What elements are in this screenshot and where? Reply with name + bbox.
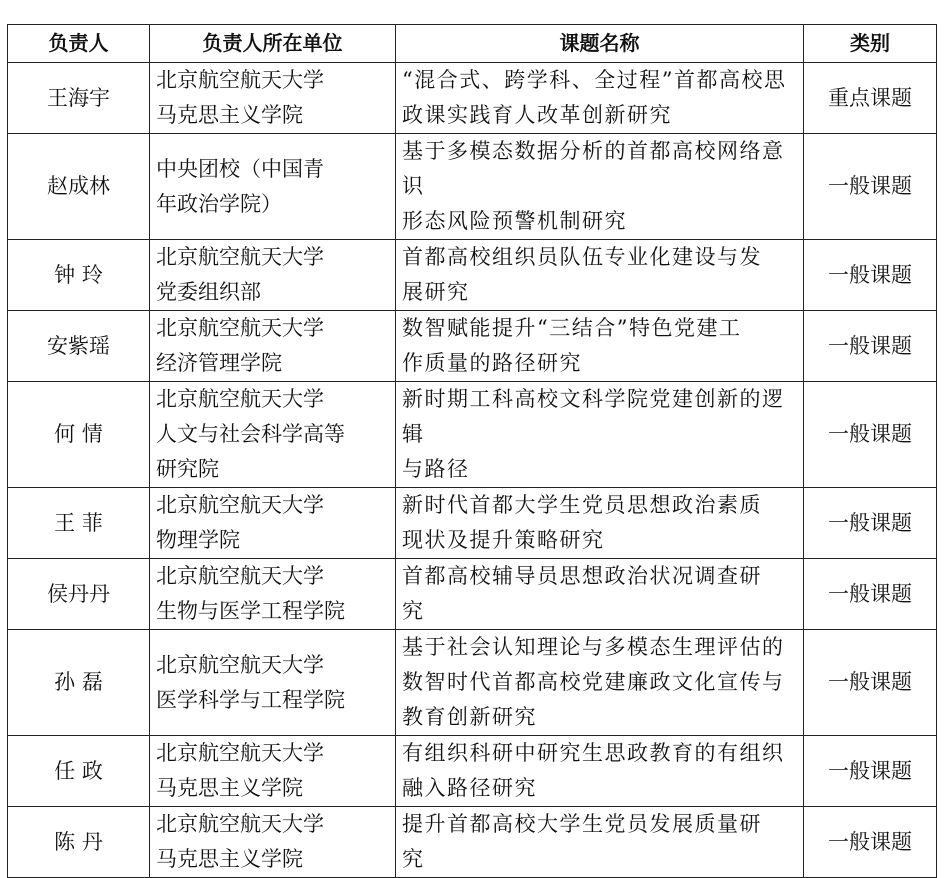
cell-title: “混合式、跨学科、全过程”首都高校思 政课实践育人改革创新研究 bbox=[396, 63, 804, 134]
table-row bbox=[8, 559, 937, 630]
cell-leader: 王海宇 bbox=[8, 63, 150, 134]
cell-leader: 孙 磊 bbox=[8, 630, 150, 736]
table-row bbox=[8, 311, 937, 382]
cell-leader: 陈 丹 bbox=[8, 807, 150, 878]
cell-type: 一般课题 bbox=[804, 736, 937, 807]
table-header-row bbox=[8, 25, 937, 63]
cell-unit: 北京航空航天大学 物理学院 bbox=[150, 488, 396, 559]
cell-unit: 北京航空航天大学 马克思主义学院 bbox=[150, 63, 396, 134]
cell-leader: 任 政 bbox=[8, 736, 150, 807]
cell-leader: 钟 玲 bbox=[8, 240, 150, 311]
cell-title: 首都高校组织员队伍专业化建设与发 展研究 bbox=[396, 240, 804, 311]
cell-unit: 北京航空航天大学 人文与社会科学高等 研究院 bbox=[150, 382, 396, 488]
header-title: 课题名称 bbox=[396, 25, 804, 63]
cell-title: 有组织科研中研究生思政教育的有组织 融入路径研究 bbox=[396, 736, 804, 807]
cell-title: 首都高校辅导员思想政治状况调查研 究 bbox=[396, 559, 804, 630]
cell-leader: 赵成林 bbox=[8, 134, 150, 240]
table-row bbox=[8, 630, 937, 736]
cell-unit: 北京航空航天大学 党委组织部 bbox=[150, 240, 396, 311]
cell-leader: 何 情 bbox=[8, 382, 150, 488]
cell-title: 基于社会认知理论与多模态生理评估的 数智时代首都高校党建廉政文化宣传与 教育创新研究 bbox=[396, 630, 804, 736]
cell-type: 一般课题 bbox=[804, 134, 937, 240]
table-row bbox=[8, 736, 937, 807]
table-row bbox=[8, 134, 937, 240]
table-row bbox=[8, 807, 937, 878]
table-row bbox=[8, 240, 937, 311]
cell-title: 新时期工科高校文科学院党建创新的逻辑 与路径 bbox=[396, 382, 804, 488]
cell-unit: 北京航空航天大学 马克思主义学院 bbox=[150, 807, 396, 878]
table-row bbox=[8, 382, 937, 488]
table-row bbox=[8, 488, 937, 559]
header-leader: 负责人 bbox=[8, 25, 150, 63]
cell-leader: 侯丹丹 bbox=[8, 559, 150, 630]
header-type: 类别 bbox=[804, 25, 937, 63]
cell-unit: 北京航空航天大学 生物与医学工程学院 bbox=[150, 559, 396, 630]
cell-title: 数智赋能提升“三结合”特色党建工 作质量的路径研究 bbox=[396, 311, 804, 382]
cell-leader: 王 菲 bbox=[8, 488, 150, 559]
cell-type: 一般课题 bbox=[804, 488, 937, 559]
cell-unit: 北京航空航天大学 马克思主义学院 bbox=[150, 736, 396, 807]
cell-type: 一般课题 bbox=[804, 559, 937, 630]
cell-unit: 中央团校（中国青 年政治学院） bbox=[150, 134, 396, 240]
projects-table bbox=[7, 24, 937, 878]
cell-title: 提升首都高校大学生党员发展质量研 究 bbox=[396, 807, 804, 878]
cell-type: 一般课题 bbox=[804, 807, 937, 878]
cell-title: 基于多模态数据分析的首都高校网络意识 形态风险预警机制研究 bbox=[396, 134, 804, 240]
cell-type: 重点课题 bbox=[804, 63, 937, 134]
table-row bbox=[8, 63, 937, 134]
cell-leader: 安紫瑶 bbox=[8, 311, 150, 382]
cell-type: 一般课题 bbox=[804, 240, 937, 311]
cell-title: 新时代首都大学生党员思想政治素质 现状及提升策略研究 bbox=[396, 488, 804, 559]
cell-type: 一般课题 bbox=[804, 311, 937, 382]
cell-unit: 北京航空航天大学 经济管理学院 bbox=[150, 311, 396, 382]
cell-unit: 北京航空航天大学 医学科学与工程学院 bbox=[150, 630, 396, 736]
header-unit: 负责人所在单位 bbox=[150, 25, 396, 63]
cell-type: 一般课题 bbox=[804, 382, 937, 488]
cell-type: 一般课题 bbox=[804, 630, 937, 736]
